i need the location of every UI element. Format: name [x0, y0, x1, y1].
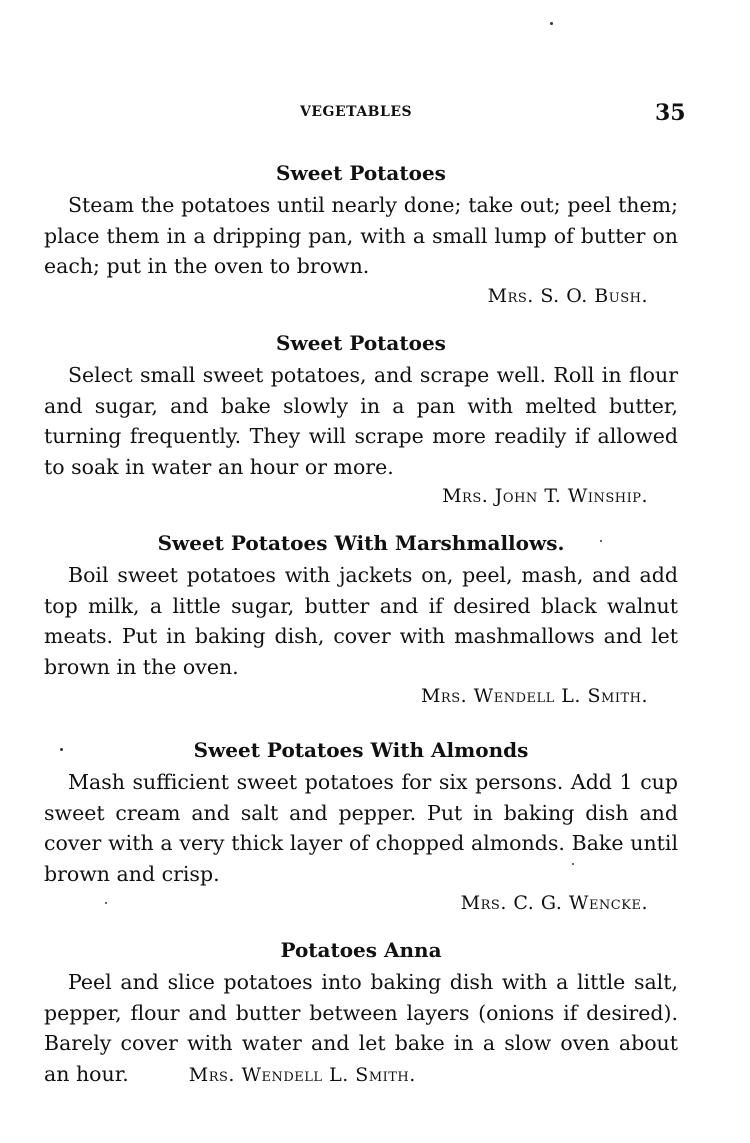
- page-number: 35: [655, 100, 686, 126]
- recipe-author: Mrs. Wendell L. Smith.: [420, 685, 648, 707]
- recipe-body: Boil sweet potatoes with jackets on, peel, mash, and add top milk, a little sugar, butter and if desired black walnut meats. Put in baking dish, cover with mashmallows and let brown in the oven.: [44, 563, 678, 679]
- recipe-title: Potatoes Anna: [280, 938, 442, 962]
- recipe-author: Mrs. Wendell L. Smith.: [188, 1063, 416, 1086]
- recipe: [44, 530, 678, 710]
- print-speck: [600, 540, 602, 542]
- recipe: [44, 160, 678, 310]
- recipe-author: Mrs. S. O. Bush.: [487, 284, 648, 307]
- recipe-body: Steam the potatoes until nearly done; take out; peel them; place them in a dripping pan, with a small lump of butter on each; put in the oven to brown.: [44, 193, 678, 278]
- recipe-title: Sweet Potatoes With Almonds: [193, 738, 529, 762]
- section-title: VEGETABLES: [300, 104, 413, 120]
- recipe-author: Mrs. C. G. Wencke.: [460, 892, 648, 914]
- print-speck: [60, 748, 63, 751]
- recipe: [44, 737, 678, 917]
- print-speck: [572, 863, 574, 865]
- recipe-body-text: Peel and slice potatoes into baking dish with a little salt, pepper, flour and butter between layers (onions if desired). Barely cover with water and let bake in a slow oven about an hour.: [44, 970, 678, 1086]
- recipe-title: Sweet Potatoes: [276, 161, 446, 185]
- running-head: [0, 100, 750, 126]
- print-speck: [105, 902, 107, 904]
- print-speck: [550, 22, 553, 25]
- recipe-title: Sweet Potatoes With Marshmallows.: [157, 531, 565, 555]
- recipe-body: [44, 967, 678, 1090]
- recipe-author: Mrs. John T. Winship.: [442, 485, 648, 507]
- recipe: [44, 937, 678, 1090]
- recipe: [44, 330, 678, 510]
- recipe-body: Mash sufficient sweet potatoes for six persons. Add 1 cup sweet cream and salt and pepper. Put in baking dish and cover with a very thick layer of chopped almonds. Bake until brown and crisp.: [44, 770, 678, 886]
- recipe-body: Select small sweet potatoes, and scrape well. Roll in flour and sugar, and bake slowly in a pan with melted butter, turning frequently. They will scrape more readily if allowed to soak in water an hour or more.: [44, 363, 678, 479]
- recipe-title: Sweet Potatoes: [276, 331, 446, 355]
